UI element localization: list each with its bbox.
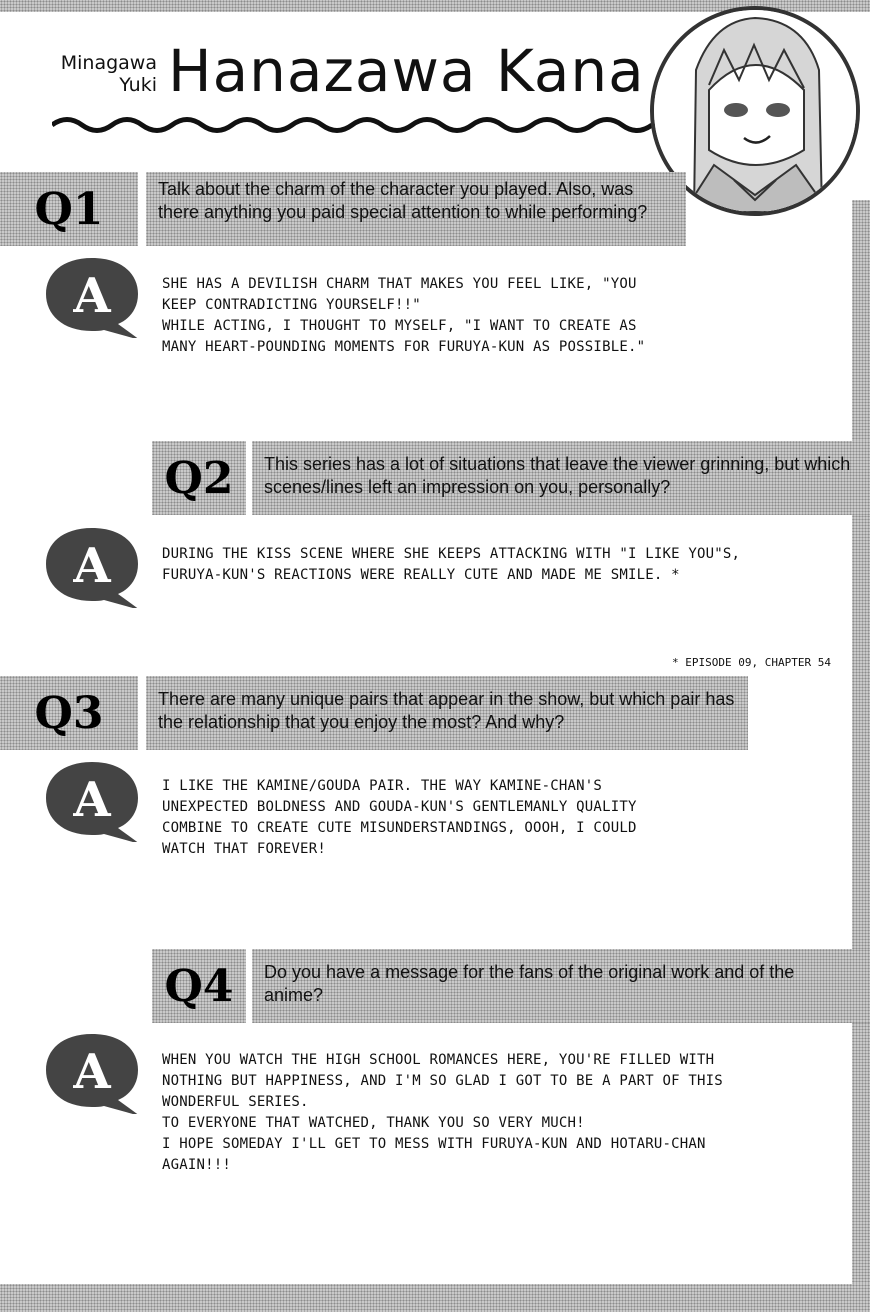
question-block-q1 bbox=[0, 172, 686, 246]
question-block-q4 bbox=[152, 949, 870, 1023]
character-name-line2: Yuki bbox=[119, 74, 157, 96]
question-label-q1: Q1 bbox=[0, 172, 138, 246]
answer-text-q3: I LIKE THE KAMINE/GOUDA PAIR. THE WAY KAMINE-CHAN'S UNEXPECTED BOLDNESS AND GOUDA-KUN'S GENTLEMANLY QUALITY COMBINE TO CREATE CUTE MISUNDERSTANDINGS, OOOH, I COULD WATCH THAT FOREVER! bbox=[162, 778, 637, 857]
question-text-q3: There are many unique pairs that appear in the show, but which pair has the relationship that you enjoy the most? And why? bbox=[146, 676, 748, 750]
answer-text-q2: DURING THE KISS SCENE WHERE SHE KEEPS ATTACKING WITH "I LIKE YOU"S, FURUYA-KUN'S REACTIONS WERE REALLY CUTE AND MADE ME SMILE. * bbox=[162, 546, 741, 583]
answer-bubble-icon bbox=[42, 524, 142, 608]
character-name-line1: Minagawa bbox=[60, 52, 157, 74]
answer-bubble-icon bbox=[42, 1030, 142, 1114]
character-name bbox=[22, 52, 157, 96]
bottom-border bbox=[0, 1284, 870, 1312]
question-block-q3 bbox=[0, 676, 748, 750]
question-label-q4: Q4 bbox=[152, 949, 246, 1023]
question-text-q2: This series has a lot of situations that leave the viewer grinning, but which scenes/lines left an impression on you, personally? bbox=[252, 441, 870, 515]
actor-name: Hanazawa Kana bbox=[168, 37, 645, 105]
answer-label-q2: A bbox=[73, 538, 111, 594]
question-text-q4: Do you have a message for the fans of the original work and of the anime? bbox=[252, 949, 870, 1023]
answer-bubble-icon bbox=[42, 758, 142, 842]
footnote: * EPISODE 09, CHAPTER 54 bbox=[672, 656, 831, 669]
wavy-divider bbox=[52, 114, 652, 136]
answer-label-q3: A bbox=[73, 772, 111, 828]
answer-text-q1: SHE HAS A DEVILISH CHARM THAT MAKES YOU FEEL LIKE, "YOU KEEP CONTRADICTING YOURSELF!!" WHILE ACTING, I THOUGHT TO MYSELF, "I WANT TO CREATE AS MANY HEART-POUNDING MOMENTS FOR FURUYA-KUN AS POSSIBLE." bbox=[162, 276, 646, 355]
answer-bubble-icon bbox=[42, 254, 142, 338]
answer-text-q4: WHEN YOU WATCH THE HIGH SCHOOL ROMANCES HERE, YOU'RE FILLED WITH NOTHING BUT HAPPINESS, AND I'M SO GLAD I GOT TO BE A PART OF THIS WONDERFUL SERIES. TO EVERYONE THAT WATCHED, THANK YOU SO VERY MUCH! I HOPE SOMEDAY I'LL GET TO MESS WITH FURUYA-KUN AND HOTARU-CHAN AGAIN!!! bbox=[162, 1052, 723, 1173]
question-text-q1: Talk about the charm of the character you played. Also, was there anything you paid special attention to while performing? bbox=[146, 172, 686, 246]
question-block-q2 bbox=[152, 441, 870, 515]
question-label-q2: Q2 bbox=[152, 441, 246, 515]
answer-label-q4: A bbox=[73, 1044, 111, 1100]
right-border bbox=[852, 200, 870, 1290]
answer-label-q1: A bbox=[73, 268, 111, 324]
question-label-q3: Q3 bbox=[0, 676, 138, 750]
